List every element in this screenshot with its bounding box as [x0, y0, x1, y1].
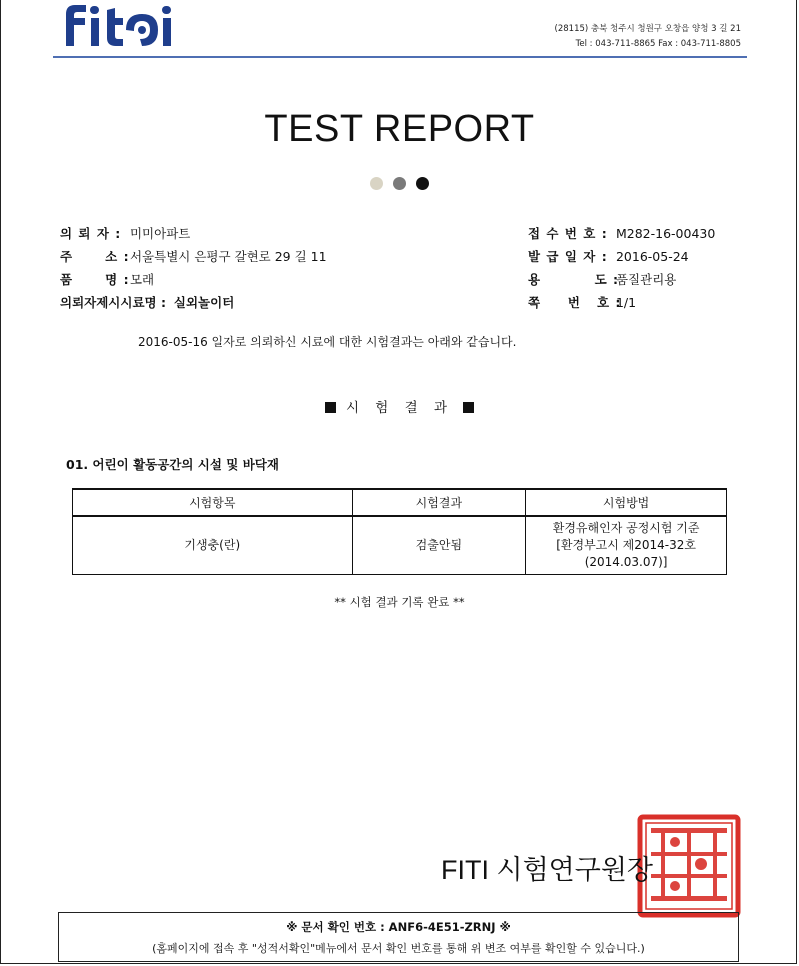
- sample-value: 실외놀이터: [173, 295, 235, 310]
- cell-item: 기생충(란): [73, 516, 353, 575]
- address-value: 서울특별시 은평구 갈현로 29 길 11: [129, 249, 327, 264]
- method-line: 환경유해인자 공정시험 기준: [552, 521, 700, 535]
- verification-box: [58, 912, 739, 962]
- receipt-label: 접 수 번 호 :: [528, 226, 608, 241]
- results-table: [72, 488, 727, 575]
- purpose-row: [528, 270, 676, 288]
- intro-text: 2016-05-16 일자로 의뢰하신 시료에 대한 시험결과는 아래와 같습니다.: [138, 335, 517, 349]
- client-value: 미미아파트: [129, 226, 191, 241]
- report-title: TEST REPORT: [264, 108, 535, 150]
- address-row: [60, 247, 327, 265]
- product-label: 품 명 :: [60, 272, 130, 287]
- director-signature: FITI 시험연구원장: [441, 855, 653, 885]
- square-bullet-icon: [325, 402, 336, 413]
- col-header-result: 시험결과: [352, 489, 526, 516]
- address-label: 주 소 :: [60, 249, 130, 264]
- completion-note: ** 시험 결과 기록 완료 **: [334, 595, 465, 609]
- issue-date-value: 2016-05-24: [615, 249, 689, 264]
- col-header-item: 시험항목: [73, 489, 353, 516]
- address-line: (28115) 충북 청주시 청원구 오창읍 양청 3 길 21: [554, 24, 741, 34]
- table-header-row: [73, 489, 727, 516]
- header-address: [555, 22, 741, 52]
- client-label: 의 뢰 자 :: [60, 226, 122, 241]
- section-title: 시 험 결 과: [345, 400, 454, 416]
- col-header-method: 시험방법: [526, 489, 727, 516]
- page-number-row: [528, 293, 636, 311]
- subsection-heading: 01. 어린이 활동공간의 시설 및 바닥재: [66, 457, 279, 472]
- product-value: 모래: [129, 272, 155, 287]
- receipt-value: M282-16-00430: [615, 226, 716, 241]
- fiti-logo: [60, 2, 185, 48]
- contact-line: Tel : 043-711-8865 Fax : 043-711-8805: [575, 39, 741, 49]
- verification-number: ※ 문서 확인 번호 : ANF6-4E51-ZRNJ ※: [286, 920, 511, 934]
- page-number-value: 1/1: [615, 295, 637, 310]
- cell-result: 검출안됨: [352, 516, 526, 575]
- dot-gray: [393, 177, 406, 190]
- issue-date-label: 발 급 일 자 :: [528, 249, 608, 264]
- dot-black: [416, 177, 429, 190]
- decorative-dots: [370, 177, 429, 190]
- table-row: [73, 516, 727, 575]
- square-bullet-icon: [463, 402, 474, 413]
- product-row: [60, 270, 154, 288]
- sample-row: [60, 293, 234, 311]
- sample-label: 의뢰자제시시료명 :: [60, 295, 166, 310]
- method-line: (2014.03.07)]: [584, 555, 668, 569]
- section-heading: [0, 396, 799, 416]
- dot-light: [370, 177, 383, 190]
- page-number-label: 쪽 번 호 :: [528, 295, 622, 310]
- verification-instructions: (홈페이지에 접속 후 "성적서확인"메뉴에서 문서 확인 번호를 통해 위 변조 여부를 확인할 수 있습니다.): [152, 942, 645, 955]
- cell-method: [526, 516, 727, 575]
- method-line: [환경부고시 제2014-32호: [556, 538, 696, 552]
- receipt-row: [528, 224, 715, 242]
- purpose-label: 용 도 :: [528, 272, 620, 287]
- purpose-value: 품질관리용: [615, 272, 677, 287]
- header-divider: [53, 56, 747, 58]
- issue-date-row: [528, 247, 689, 265]
- client-row: [60, 224, 190, 242]
